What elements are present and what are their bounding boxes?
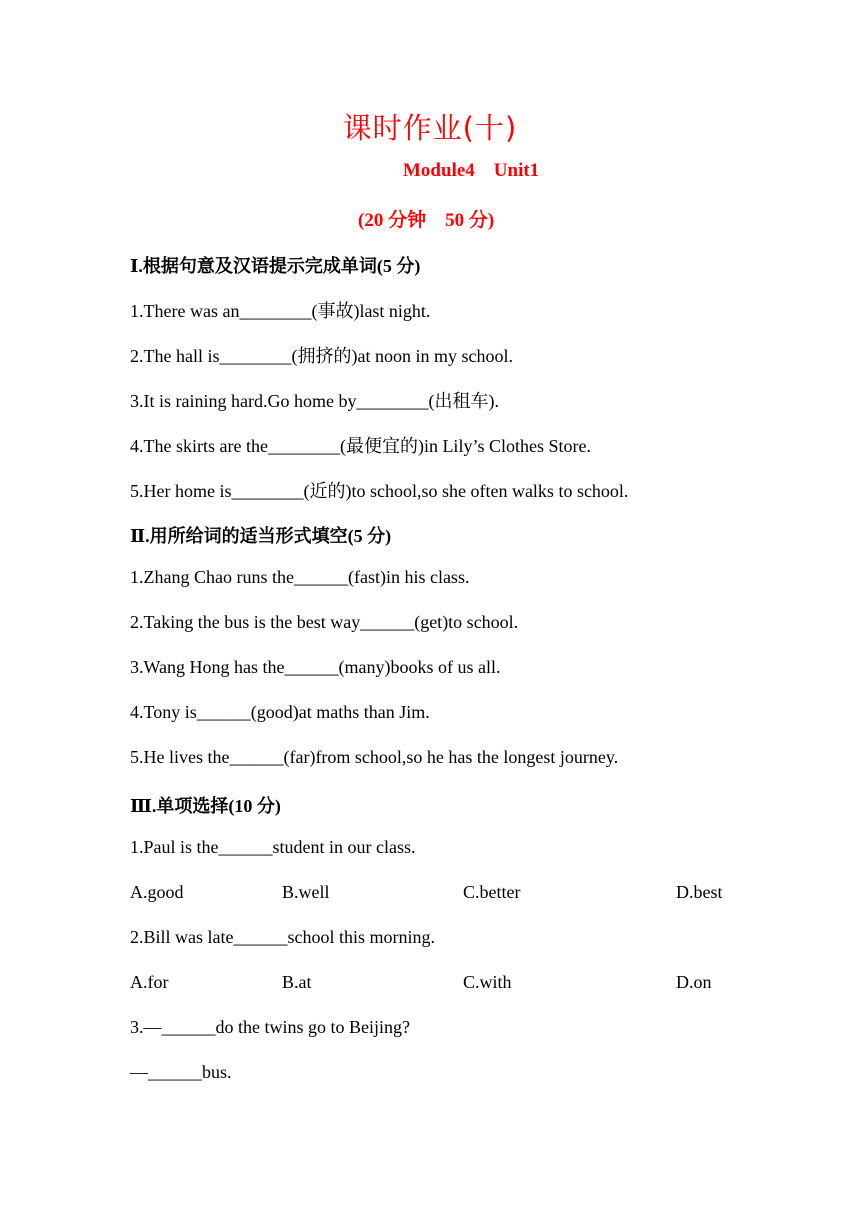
section-1-item-5: 5.Her home is________(近的)to school,so she often walks to school.	[130, 481, 629, 501]
section-1-item-4: 4.The skirts are the________(最便宜的)in Lily’s Clothes Store.	[130, 436, 591, 456]
question-1-option-c: C.better	[463, 882, 521, 902]
question-1-option-d: D.best	[676, 882, 723, 902]
section-2-item-4: 4.Tony is______(good)at maths than Jim.	[130, 702, 430, 722]
question-3-answer-line: —______bus.	[130, 1062, 232, 1082]
section-1-item-2: 2.The hall is________(拥挤的)at noon in my school.	[130, 346, 513, 366]
question-1: 1.Paul is the______student in our class.	[130, 837, 416, 857]
page-title: 课时作业(十)	[342, 111, 518, 145]
section-1-heading: Ⅰ.根据句意及汉语提示完成单词(5 分)	[130, 256, 421, 276]
question-1-option-a: A.good	[130, 882, 184, 902]
question-2-option-b: B.at	[282, 972, 312, 992]
section-3-heading: Ⅲ.单项选择(10 分)	[130, 796, 281, 816]
question-1-option-b: B.well	[282, 882, 330, 902]
section-2-heading: Ⅱ.用所给词的适当形式填空(5 分)	[130, 526, 392, 546]
section-2-item-2: 2.Taking the bus is the best way______(get)to school.	[130, 612, 519, 632]
time-score-info: (20 分钟 50 分)	[358, 210, 495, 231]
question-3: 3.—______do the twins go to Beijing?	[130, 1017, 410, 1037]
section-2-item-5: 5.He lives the______(far)from school,so he has the longest journey.	[130, 747, 619, 767]
question-2-option-d: D.on	[676, 972, 712, 992]
section-1-item-1: 1.There was an________(事故)last night.	[130, 301, 431, 321]
question-2-option-a: A.for	[130, 972, 169, 992]
question-2-option-c: C.with	[463, 972, 512, 992]
section-2-item-3: 3.Wang Hong has the______(many)books of us all.	[130, 657, 501, 677]
question-2: 2.Bill was late______school this morning.	[130, 927, 435, 947]
section-2-item-1: 1.Zhang Chao runs the______(fast)in his class.	[130, 567, 470, 587]
page-subtitle: Module4 Unit1	[403, 160, 540, 181]
section-1-item-3: 3.It is raining hard.Go home by________(出租车).	[130, 391, 499, 411]
